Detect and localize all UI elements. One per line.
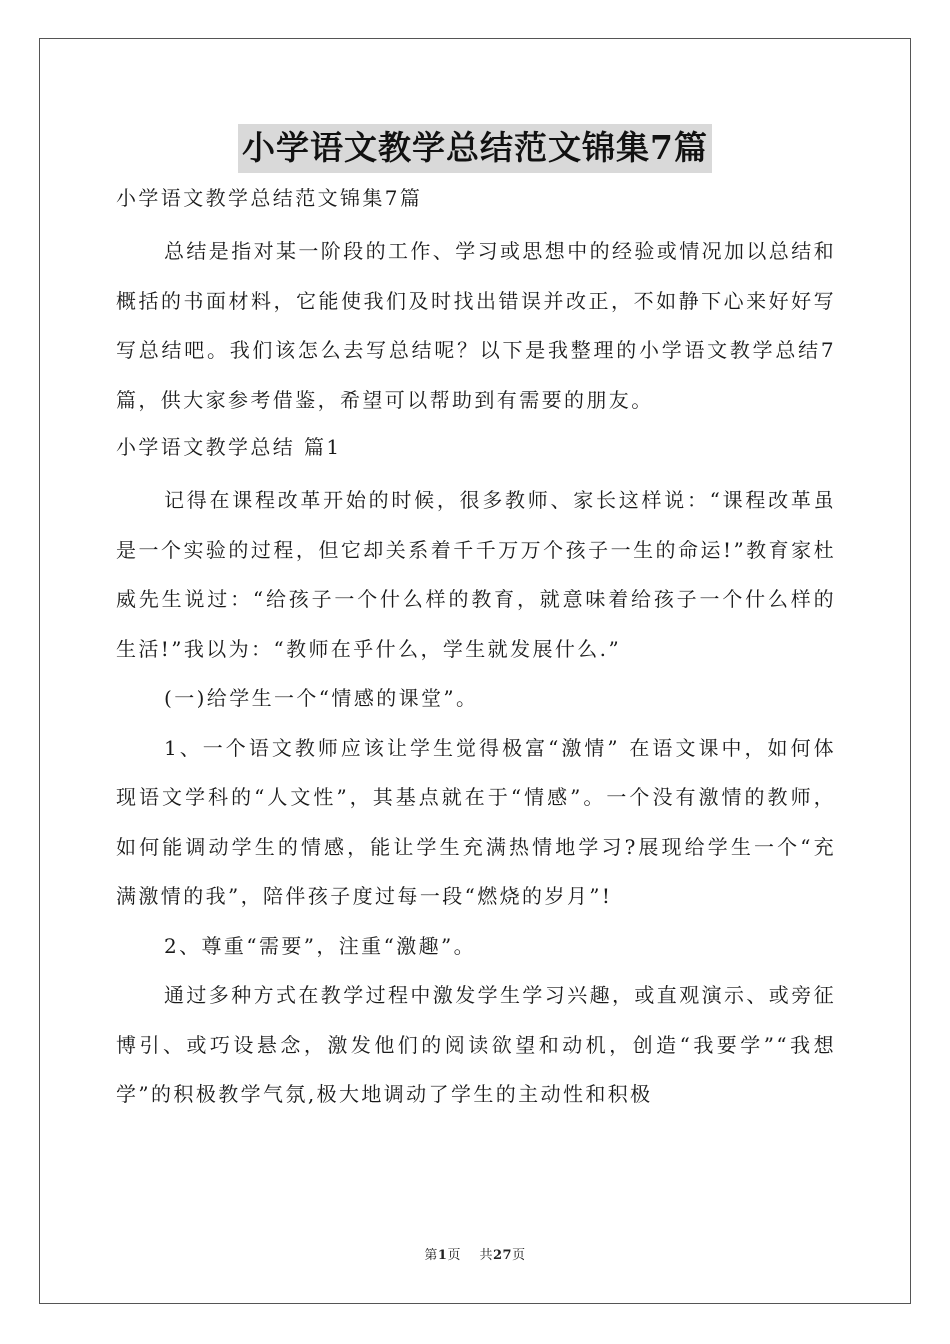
body-paragraph: 2、尊重“需要”，注重“激趣”。 [164, 933, 477, 958]
body-paragraph: 1、一个语文教师应该让学生觉得极富“激情” 在语文课中，如何体现语文学科的“人文性”，其基点就在于“情感”。一个没有激情的教师，如何能调动学生的情感，能让学生充满热情地学习?展现给学生一个“充满激情的我”，陪伴孩子度过每一段“燃烧的岁月”! [116, 735, 836, 908]
total-suffix: 页 [512, 1248, 526, 1263]
body-paragraph: 记得在课程改革开始的时候，很多教师、家长这样说：“课程改革虽是一个实验的过程，但它却关系着千千万万个孩子一生的命运!”教育家杜威先生说过：“给孩子一个什么样的教育，就意味着给孩子一个什么样的生活!”我以为：“教师在乎什么，学生就发展什么.” [116, 488, 836, 661]
title-container [0, 124, 950, 173]
page-suffix: 页 [447, 1248, 461, 1263]
document-title: 小学语文教学总结范文锦集7篇 [238, 124, 712, 173]
section-heading: 小学语文教学总结 篇1 [116, 435, 342, 459]
page-footer [0, 1244, 950, 1263]
page-number: 1 [437, 1248, 448, 1263]
body-paragraph: (一)给学生一个“情感的课堂”。 [164, 686, 479, 710]
total-pages: 27 [493, 1248, 513, 1263]
intro-paragraph: 总结是指对某一阶段的工作、学习或思想中的经验或情况加以总结和概括的书面材料，它能使我们及时找出错误并改正，不如静下心来好好写写总结吧。我们该怎么去写总结呢？以下是我整理的小学语文教学总结7篇，供大家参考借鉴，希望可以帮助到有需要的朋友。 [116, 239, 836, 412]
document-body [116, 176, 836, 1120]
document-subtitle: 小学语文教学总结范文锦集7篇 [116, 186, 423, 210]
total-prefix: 共 [479, 1248, 493, 1263]
body-paragraph: 通过多种方式在教学过程中激发学生学习兴趣，或直观演示、或旁征博引、或巧设悬念，激发他们的阅读欲望和动机，创造“我要学”“我想学”的积极教学气氛,极大地调动了学生的主动性和积极 [116, 983, 836, 1106]
page-prefix: 第 [424, 1248, 438, 1263]
